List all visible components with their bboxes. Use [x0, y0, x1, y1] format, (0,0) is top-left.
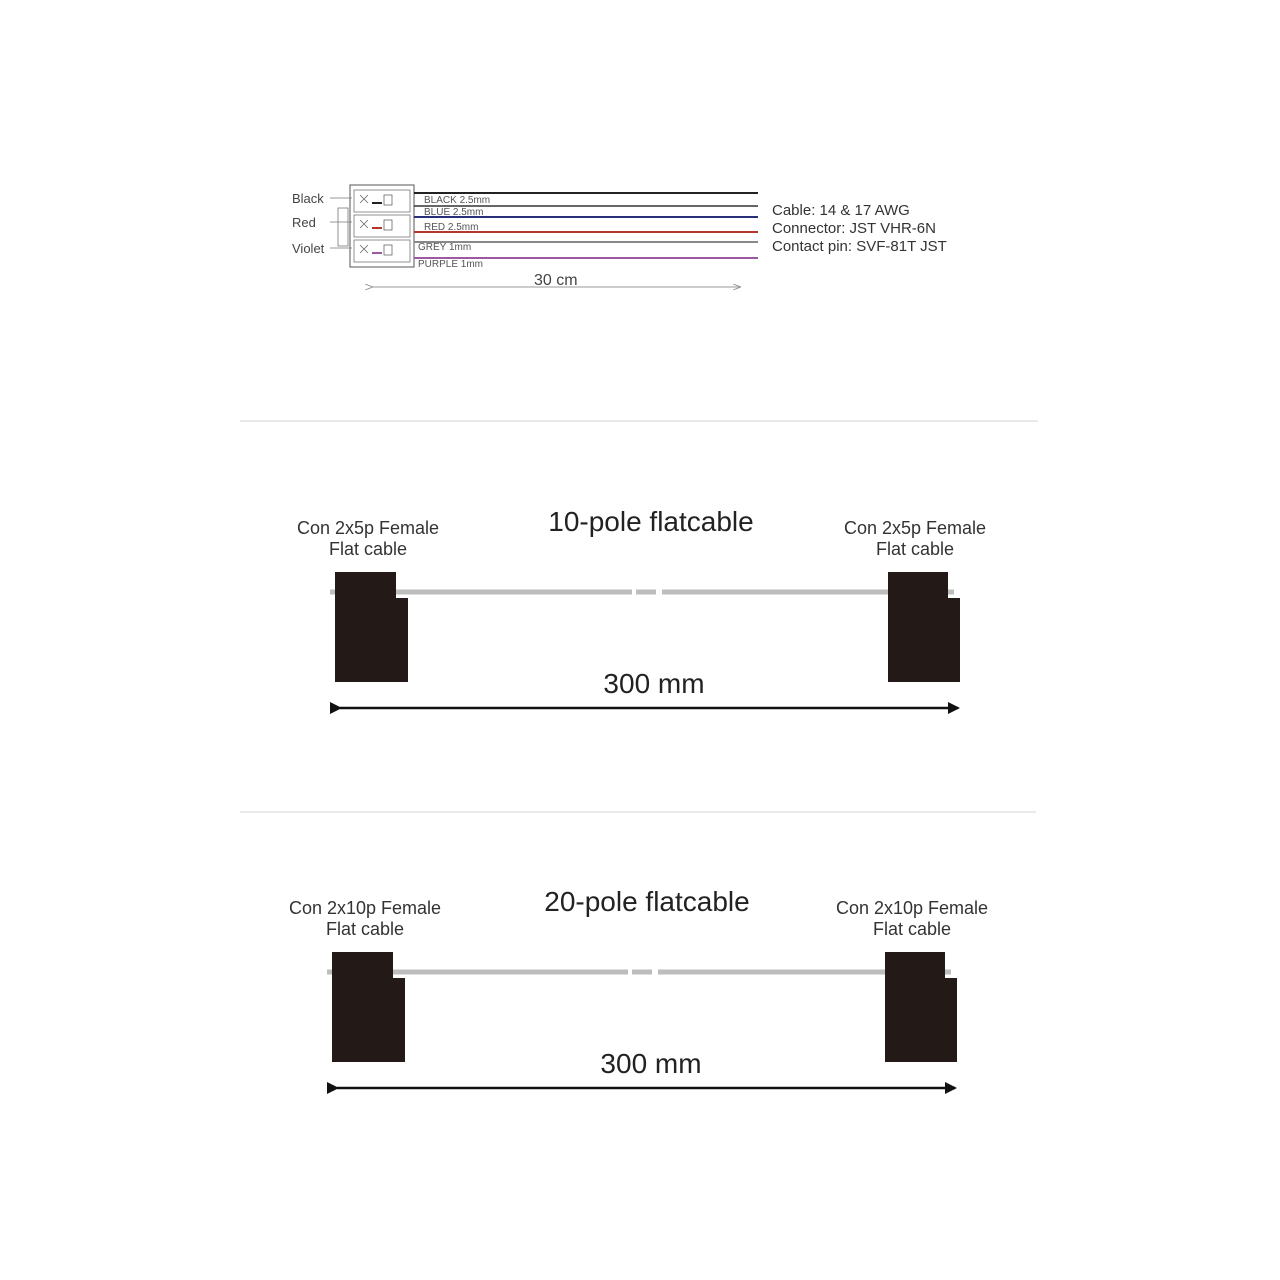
side-label-red: Red [292, 215, 316, 230]
left-connector [335, 572, 408, 682]
left-connector-sublabel: Flat cable [325, 919, 405, 939]
wire-label-grey: GREY 1mm [418, 242, 472, 253]
wire-label-blue: BLUE 2.5mm [424, 207, 484, 218]
flatcable-20-title: 20-pole flatcable [544, 886, 750, 917]
right-connector-sublabel: Flat cable [872, 919, 952, 939]
spec-connector: Connector: JST VHR-6N [772, 220, 936, 237]
wire-label-black: BLACK 2.5mm [424, 195, 491, 206]
flatcable-20-length-label: 300 mm [600, 1048, 702, 1079]
spec-contact-pin: Contact pin: SVF-81T JST [772, 238, 947, 255]
wiring-diagram [292, 185, 947, 289]
wire-label-purple: PURPLE 1mm [418, 259, 484, 270]
flatcable-20-pole [289, 886, 988, 1088]
flatcable-10-length-label: 300 mm [603, 668, 705, 699]
wire-label-red: RED 2.5mm [424, 222, 479, 233]
flatcable-10-pole [297, 506, 986, 708]
flatcable-10-title: 10-pole flatcable [548, 506, 754, 537]
right-connector-label: Con 2x5p Female [843, 518, 987, 538]
left-connector [332, 952, 405, 1062]
right-connector-sublabel: Flat cable [875, 539, 955, 559]
spec-cable: Cable: 14 & 17 AWG [772, 202, 910, 219]
jst-connector-housing [330, 185, 414, 267]
right-connector [888, 572, 960, 682]
right-connector [885, 952, 957, 1062]
side-label-violet: Violet [292, 241, 325, 256]
side-label-black: Black [292, 191, 324, 206]
left-connector-sublabel: Flat cable [328, 539, 408, 559]
left-connector-label: Con 2x10p Female [288, 898, 442, 918]
wiring-length-label: 30 cm [534, 272, 578, 289]
right-connector-label: Con 2x10p Female [835, 898, 989, 918]
left-connector-label: Con 2x5p Female [296, 518, 440, 538]
